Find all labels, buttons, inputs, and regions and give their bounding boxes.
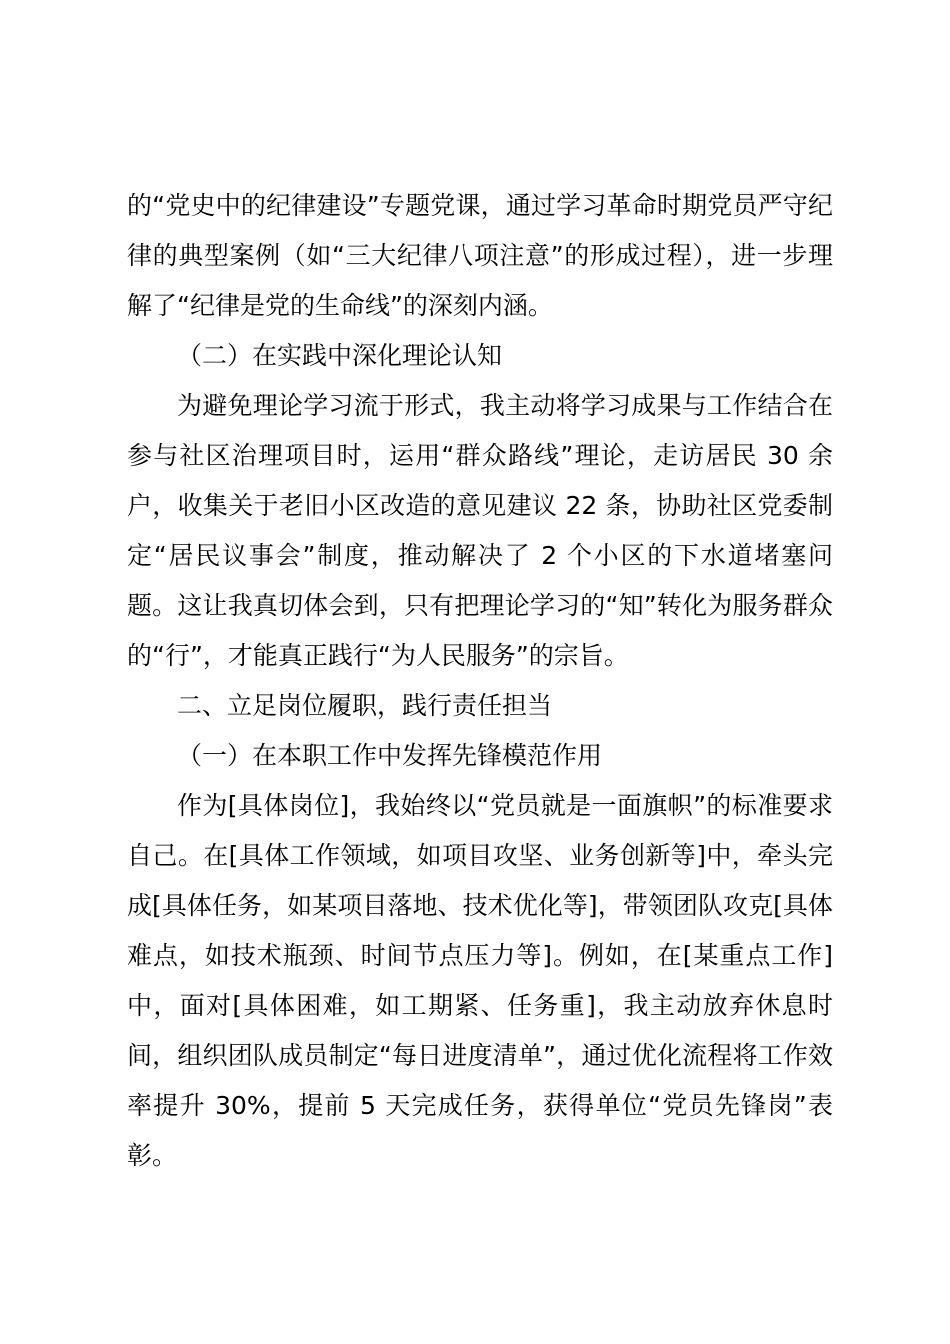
subheading-vanguard: （一）在本职工作中发挥先锋模范作用 bbox=[177, 741, 603, 770]
subheading-practice: （二）在实践中深化理论认知 bbox=[177, 341, 503, 370]
section-heading-duty: 二、立足岗位履职，践行责任担当 bbox=[177, 691, 553, 720]
paragraph-continued: 的“党史中的纪律建设”专题党课，通过学习革命时期党员严守纪律的典型案例（如“三大纪律八项注意”的形成过程），进一步理解了“纪律是党的生命线”的深刻内涵。 bbox=[127, 191, 833, 320]
document-body bbox=[127, 181, 833, 1181]
paragraph-post: 作为[具体岗位]，我始终以“党员就是一面旗帜”的标准要求自己。在[具体工作领域，如项目攻坚、业务创新等]中，牵头完成[具体任务，如某项目落地、技术优化等]，带领团队攻克[具体难点，如技术瓶颈、时间节点压力等]。例如，在[某重点工作]中，面对[具体困难，如工期紧、任务重]，我主动放弃休息时间，组织团队成员制定“每日进度清单”，通过优化流程将工作效率提升 30%，提前 5 天完成任务，获得单位“党员先锋岗”表彰。 bbox=[127, 791, 833, 1170]
paragraph-practice: 为避免理论学习流于形式，我主动将学习成果与工作结合在参与社区治理项目时，运用“群众路线”理论，走访居民 30 余户，收集关于老旧小区改造的意见建议 22 条，协助社区党委制定“居民议事会”制度，推动解决了 2 个小区的下水道堵塞问题。这让我真切体会到，只有把理论学习的“知”转化为服务群众的“行”，才能真正践行“为人民服务”的宗旨。 bbox=[127, 391, 833, 670]
